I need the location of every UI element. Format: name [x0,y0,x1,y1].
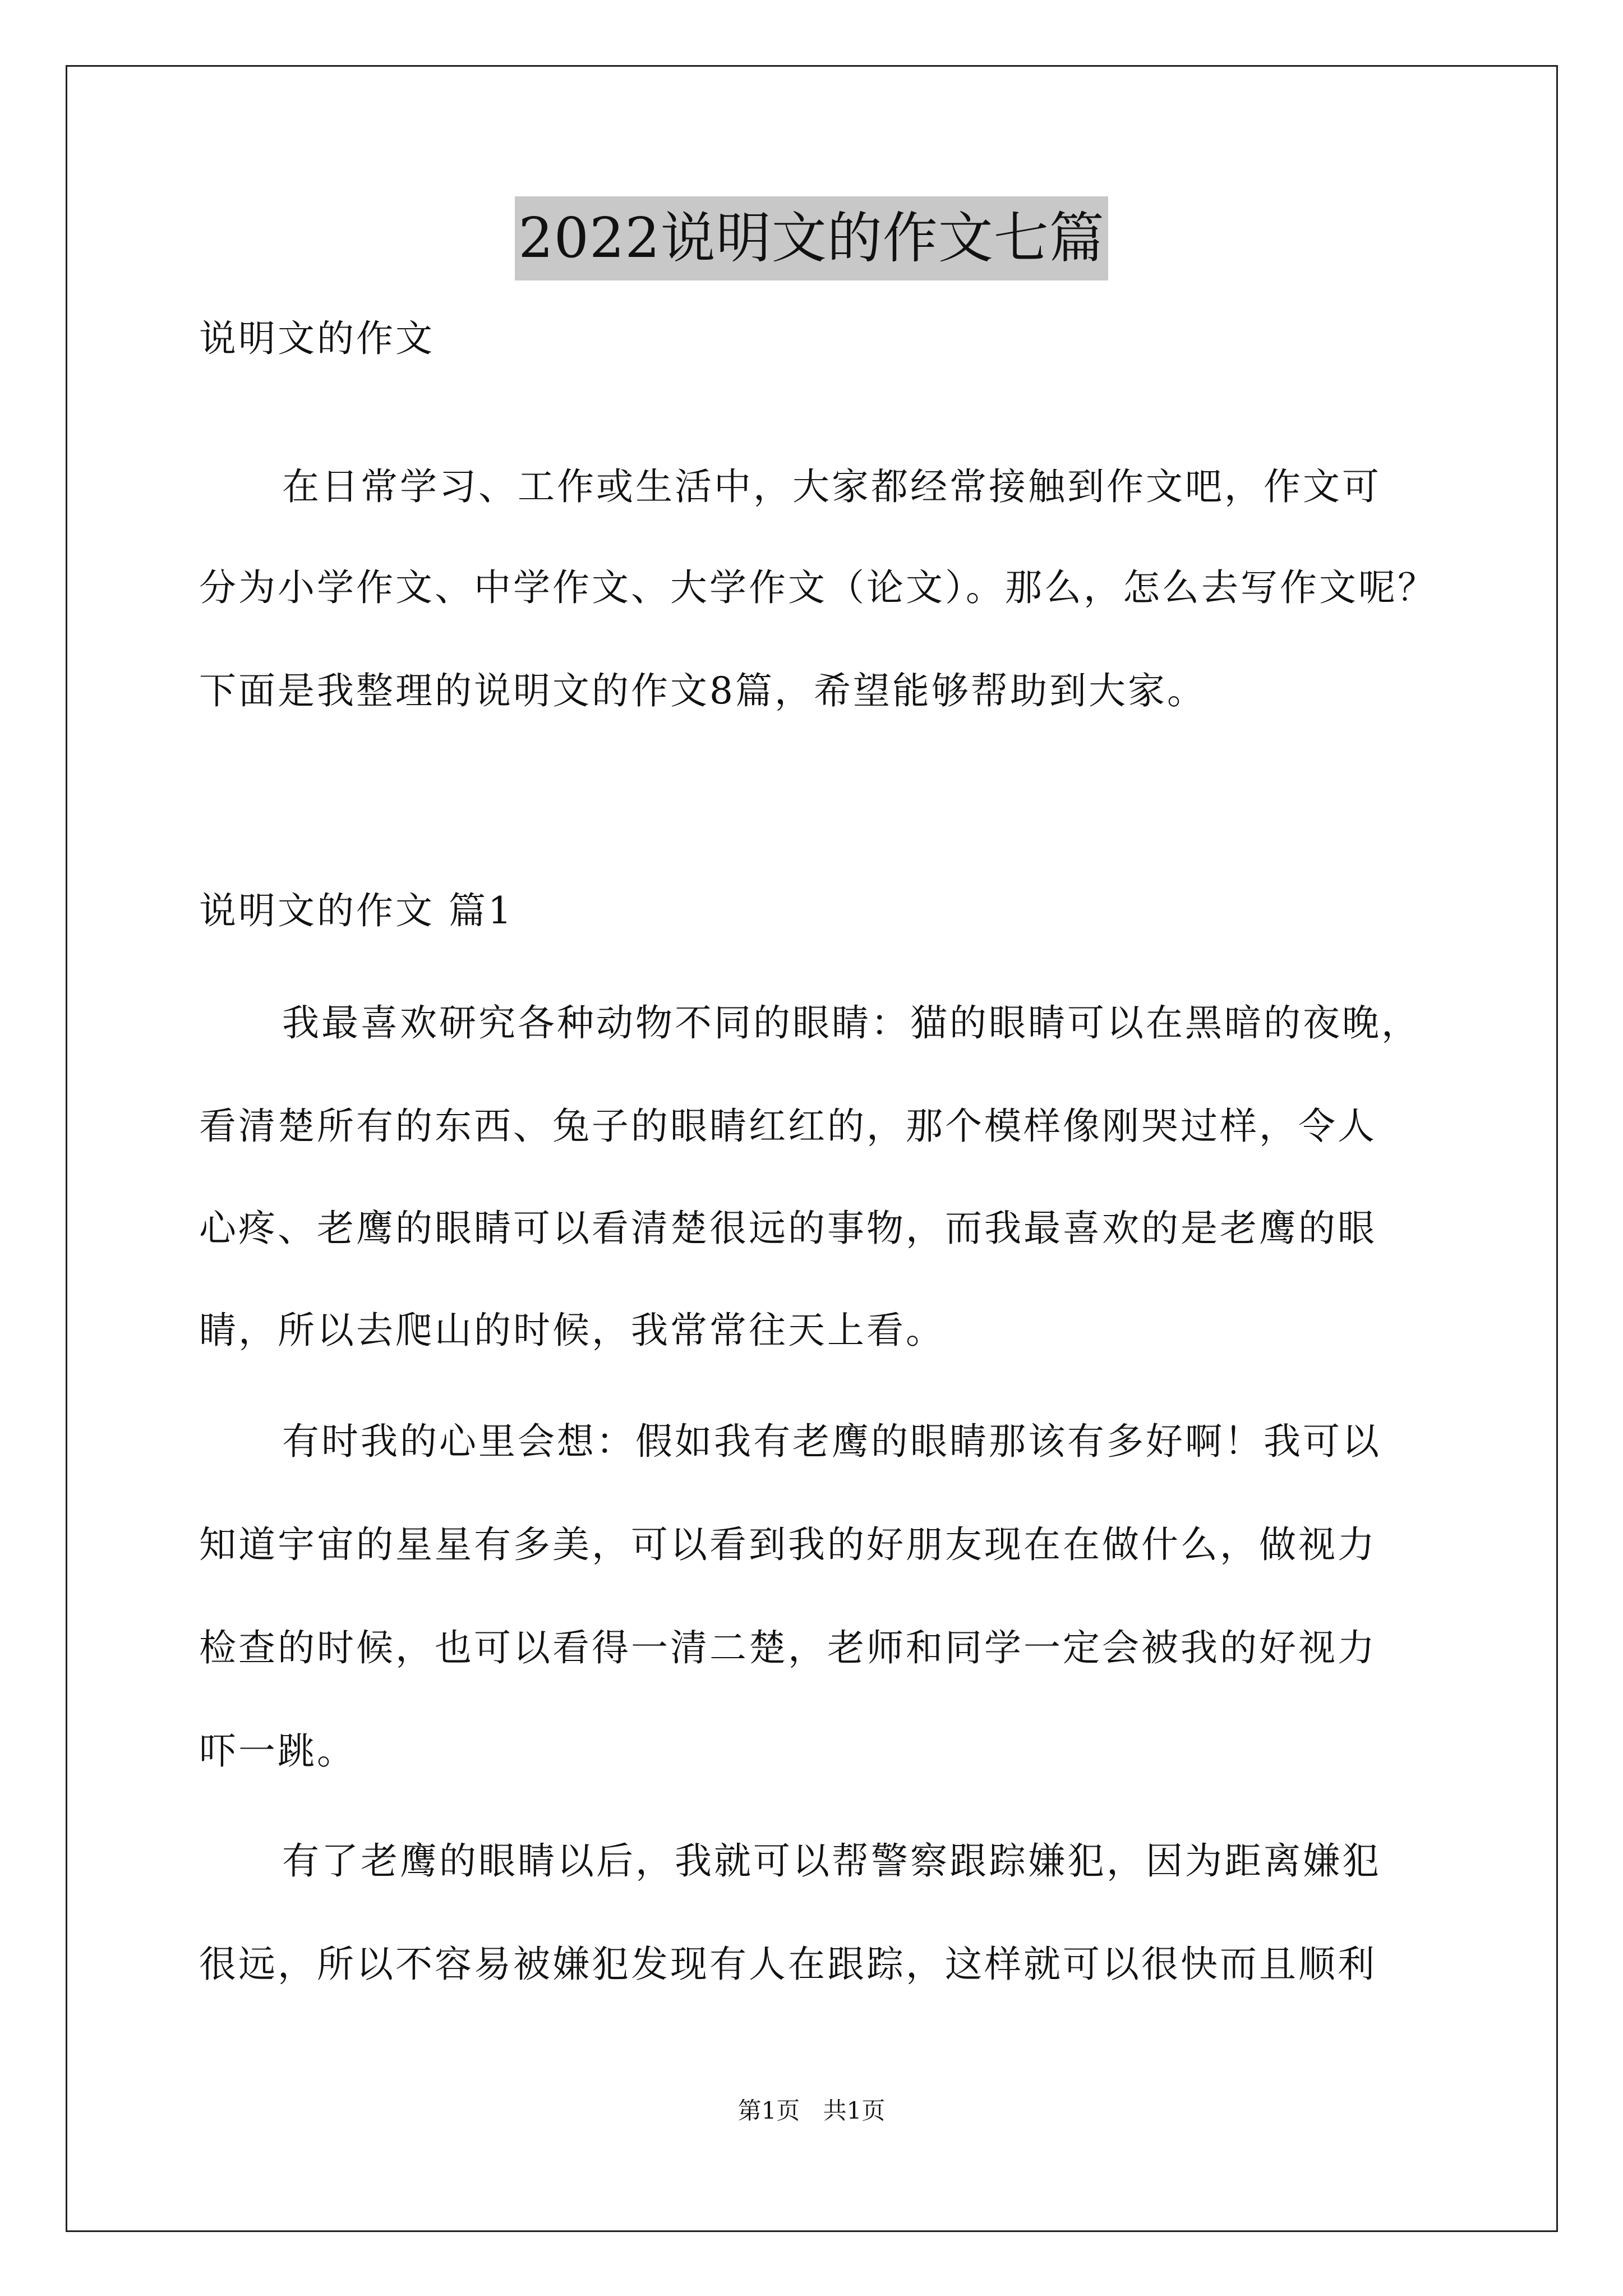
paragraph1-line-1: 我最喜欢研究各种动物不同的眼睛：猫的眼睛可以在黑暗的夜晚， [282,1001,1421,1045]
paragraph2-line-4: 吓一跳。 [199,1729,356,1773]
paragraph2-line-1: 有时我的心里会想：假如我有老鹰的眼睛那该有多好啊！我可以 [282,1420,1381,1463]
intro-line-2: 分为小学作文、中学作文、大学作文（论文）。那么，怎么去写作文呢？ [199,566,1437,609]
paragraph1-line-3: 心疼、老鹰的眼睛可以看清楚很远的事物，而我最喜欢的是老鹰的眼 [199,1207,1377,1250]
article-heading: 说明文的作文 篇1 [199,889,514,932]
paragraph1-line-4: 睛，所以去爬山的时候，我常常往天上看。 [199,1309,945,1352]
intro-line-3: 下面是我整理的说明文的作文8篇，希望能够帮助到大家。 [199,669,1206,712]
paragraph2-line-2: 知道宇宙的星星有多美，可以看到我的好朋友现在在做什么，做视力 [199,1523,1377,1566]
title-area [0,196,1623,280]
section-heading: 说明文的作文 [199,317,435,360]
page-number-total: 共1页 [823,2097,886,2124]
page-number-current: 第1页 [737,2097,800,2124]
paragraph1-line-2: 看清楚所有的东西、兔子的眼睛红红的，那个模样像刚哭过样，令人 [199,1105,1377,1148]
intro-line-1: 在日常学习、工作或生活中，大家都经常接触到作文吧，作文可 [282,465,1381,508]
paragraph3-line-2: 很远，所以不容易被嫌犯发现有人在跟踪，这样就可以很快而且顺利 [199,1943,1377,1986]
document-title: 2022说明文的作文七篇 [515,196,1108,280]
page-footer [0,2094,1623,2128]
paragraph2-line-3: 检查的时候，也可以看得一清二楚，老师和同学一定会被我的好视力 [199,1626,1377,1669]
paragraph3-line-1: 有了老鹰的眼睛以后，我就可以帮警察跟踪嫌犯，因为距离嫌犯 [282,1839,1381,1883]
